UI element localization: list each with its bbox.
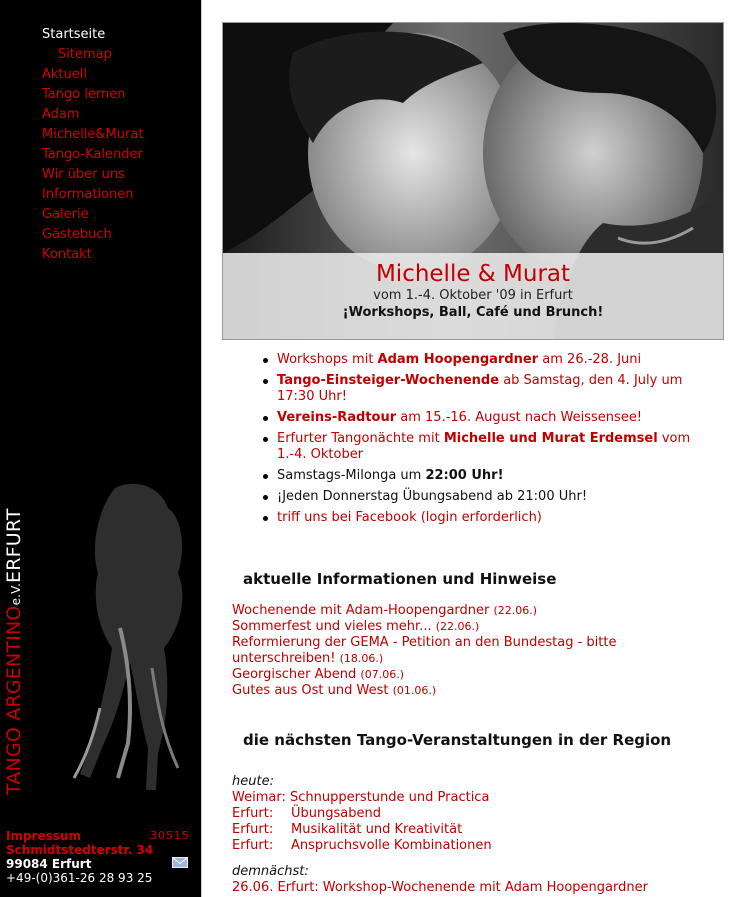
dancing-couple-silhouette	[60, 478, 190, 796]
hero-banner[interactable]	[222, 22, 724, 340]
mail-icon[interactable]	[172, 857, 188, 868]
nav-gaestebuch[interactable]: Gästebuch	[42, 227, 112, 242]
info-item[interactable]: Gutes aus Ost und West (01.06.)	[232, 683, 437, 698]
event-row[interactable]: Weimar: Schnupperstunde und Practica	[232, 790, 490, 805]
news-item-milonga: Samstags-Milonga um 22:00 Uhr!	[262, 468, 702, 484]
main-navigation	[42, 25, 143, 265]
info-item[interactable]: Georgischer Abend (07.06.)	[232, 667, 404, 682]
nav-tango-kalender[interactable]: Tango-Kalender	[42, 147, 143, 162]
sidebar	[0, 0, 201, 897]
info-heading: aktuelle Informationen und Hinweise	[243, 570, 557, 588]
events-soon-label: demnächst:	[232, 864, 309, 879]
news-item-radtour[interactable]: Vereins-Radtour am 15.-16. August nach Weissensee!	[262, 410, 702, 426]
visitor-counter: 30515	[150, 829, 190, 842]
event-row[interactable]: Erfurt: Musikalität und Kreativität	[232, 822, 463, 837]
nav-wir-ueber-uns[interactable]: Wir über uns	[42, 167, 125, 182]
hero-subtitle: vom 1.-4. Oktober '09 in Erfurt	[373, 288, 573, 303]
news-item-tangonaechte[interactable]: Erfurter Tangonächte mit Michelle und Murat Erdemsel vom 1.-4. Oktober	[262, 431, 702, 463]
nav-michelle-murat[interactable]: Michelle&Murat	[42, 127, 144, 142]
info-list	[232, 603, 712, 699]
event-row[interactable]: Erfurt: Übungsabend	[232, 806, 381, 821]
nav-adam[interactable]: Adam	[42, 107, 80, 122]
event-row[interactable]: 26.06. Erfurt: Workshop-Wochenende mit Adam Hoopengardner	[232, 880, 648, 895]
nav-informationen[interactable]: Informationen	[42, 187, 134, 202]
news-item-facebook[interactable]: triff uns bei Facebook (login erforderlich)	[262, 510, 702, 526]
hero-tagline: ¡Workshops, Ball, Café und Brunch!	[342, 305, 604, 320]
hero-caption	[223, 253, 723, 339]
nav-tango-lernen[interactable]: Tango lernen	[42, 87, 126, 102]
address-city: 99084 Erfurt	[6, 857, 92, 871]
event-row[interactable]: Erfurt: Anspruchsvolle Kombinationen	[232, 838, 492, 853]
events-today-label: heute:	[232, 774, 274, 789]
phone-number: +49-(0)361-26 28 93 25	[6, 871, 153, 885]
address-street: Schmidtstedterstr. 34	[6, 843, 154, 857]
nav-sitemap[interactable]: Sitemap	[58, 47, 112, 62]
impressum-link[interactable]: Impressum	[6, 829, 81, 843]
hero-title: Michelle & Murat	[375, 261, 571, 287]
info-item[interactable]: Sommerfest und vieles mehr... (22.06.)	[232, 619, 480, 634]
nav-aktuell[interactable]: Aktuell	[42, 67, 87, 82]
club-logo-text: TANGO ARGENTINOe.V.ERFURT	[3, 508, 25, 795]
info-item[interactable]: Wochenende mit Adam-Hoopengardner (22.06.)	[232, 603, 538, 618]
news-list	[262, 352, 702, 531]
content-area	[201, 0, 747, 897]
news-item-donnerstag: ¡Jeden Donnerstag Übungsabend ab 21:00 Uhr!	[262, 489, 702, 505]
events-heading: die nächsten Tango-Veranstaltungen in der Region	[243, 731, 672, 749]
nav-galerie[interactable]: Galerie	[42, 207, 89, 222]
nav-startseite[interactable]: Startseite	[42, 27, 106, 42]
nav-kontakt[interactable]: Kontakt	[42, 247, 92, 262]
news-item-workshops[interactable]: Workshops mit Adam Hoopengardner am 26.-28. Juni	[262, 352, 702, 368]
news-item-einsteiger[interactable]: Tango-Einsteiger-Wochenende ab Samstag, den 4. July um 17:30 Uhr!	[262, 373, 702, 405]
info-item[interactable]: Reformierung der GEMA - Petition an den Bundestag - bitte unterschreiben! (18.06.)	[232, 635, 617, 666]
events-list	[232, 774, 732, 896]
